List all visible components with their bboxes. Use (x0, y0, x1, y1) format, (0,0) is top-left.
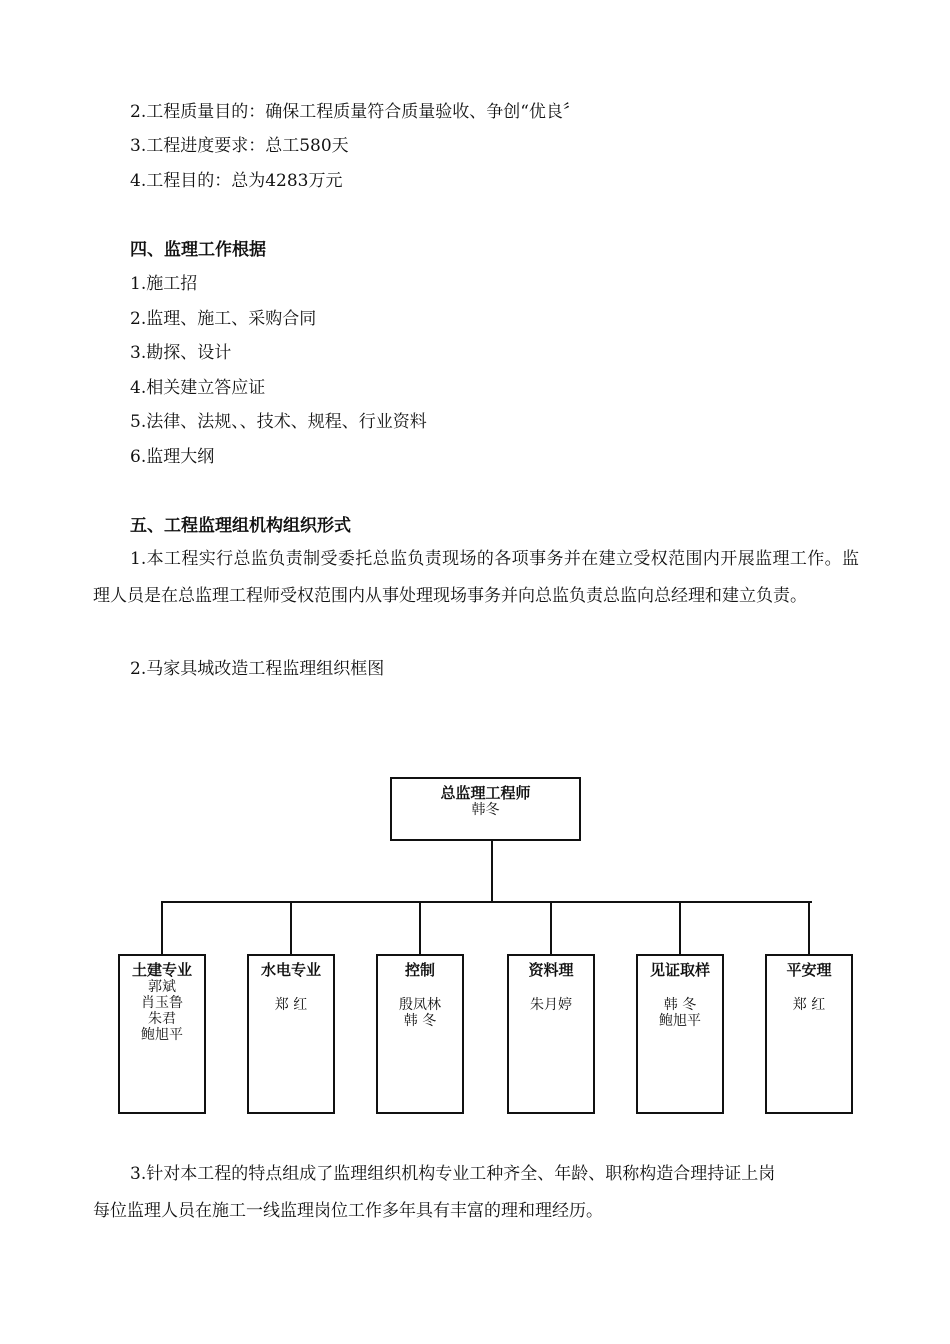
org-dept-member: 朱月婷 (530, 997, 572, 1013)
org-dept-title: 见证取样 (649, 961, 710, 979)
org-dept-box (247, 954, 335, 1114)
org-dept-title: 平安理 (786, 961, 832, 979)
org-dept-title: 资料理 (528, 961, 574, 979)
basis-item-5: 5.法律、法规、、技术、规程、行业资料 (130, 412, 427, 432)
org-dept-member: 韩 冬 (403, 1013, 437, 1029)
org-drop-6 (808, 901, 810, 955)
org-dept-member: 郭斌 (148, 979, 176, 995)
section5-paragraph-3-line-1: 3.针对本工程的特点组成了监理组织机构专业工种齐全、年龄、职称构造合理持证上岗 (130, 1164, 776, 1184)
org-dept-box (507, 954, 595, 1114)
org-drop-3 (419, 901, 421, 955)
org-drop-1 (161, 901, 163, 955)
section4-heading: 四、监理工作根据 (130, 240, 266, 260)
basis-item-3: 3.勘探、设计 (130, 343, 232, 363)
org-dept-member: 郑 红 (792, 997, 826, 1013)
org-dept-box (765, 954, 853, 1114)
basis-item-1: 1.施工招 (130, 274, 198, 294)
org-dept-member: 鲍旭平 (659, 1013, 701, 1029)
section5-paragraph-2: 2.马家具城改造工程监理组织框图 (130, 659, 385, 679)
quality-goal-text: 2.工程质量目的：确保工程质量符合质量验收、争创“优良〞 (130, 102, 580, 122)
org-dept-member: 鲍旭平 (141, 1027, 183, 1043)
org-drop-4 (550, 901, 552, 955)
org-dept-member: 殷凤林 (399, 997, 441, 1013)
org-root-title: 总监理工程师 (440, 784, 531, 802)
basis-item-6: 6.监理大纲 (130, 447, 215, 467)
section5-paragraph-3-line-2: 每位监理人员在施工一线监理岗位工作多年具有丰富的理和理经历。 (93, 1201, 603, 1221)
section5-paragraph-1: 1.本工程实行总监负责制受委托总监负责现场的各项事务并在建立受权范围内开展监理工作。监理人员是在总监理工程师受权范围内从事处理现场事务并向总监负责总监向总经理和建立负责。 (93, 549, 859, 606)
org-dept-member: 韩 冬 (663, 997, 697, 1013)
org-dept-box (118, 954, 206, 1114)
org-dept-title: 水电专业 (260, 961, 321, 979)
basis-item-2: 2.监理、施工、采购合同 (130, 309, 317, 329)
org-dept-member: 肖玉鲁 (141, 995, 183, 1011)
org-drop-2 (290, 901, 292, 955)
org-root-box (390, 777, 581, 841)
org-drop-5 (679, 901, 681, 955)
schedule-text: 3.工程进度要求：总工580天 (130, 136, 349, 156)
org-dept-title: 控制 (404, 961, 435, 979)
cost-goal-text: 4.工程目的：总为4283万元 (130, 171, 343, 191)
org-root-connector (491, 841, 493, 902)
basis-item-4: 4.相关建立答应证 (130, 378, 266, 398)
org-dept-member: 郑 红 (274, 997, 308, 1013)
org-dept-box (376, 954, 464, 1114)
org-root-member: 韩冬 (471, 802, 500, 818)
org-dept-title: 土建专业 (131, 961, 192, 979)
section5-heading: 五、工程监理组机构组织形式 (130, 516, 351, 536)
org-dept-member: 朱君 (148, 1011, 176, 1027)
org-branch-line (161, 901, 812, 903)
org-dept-box (636, 954, 724, 1114)
